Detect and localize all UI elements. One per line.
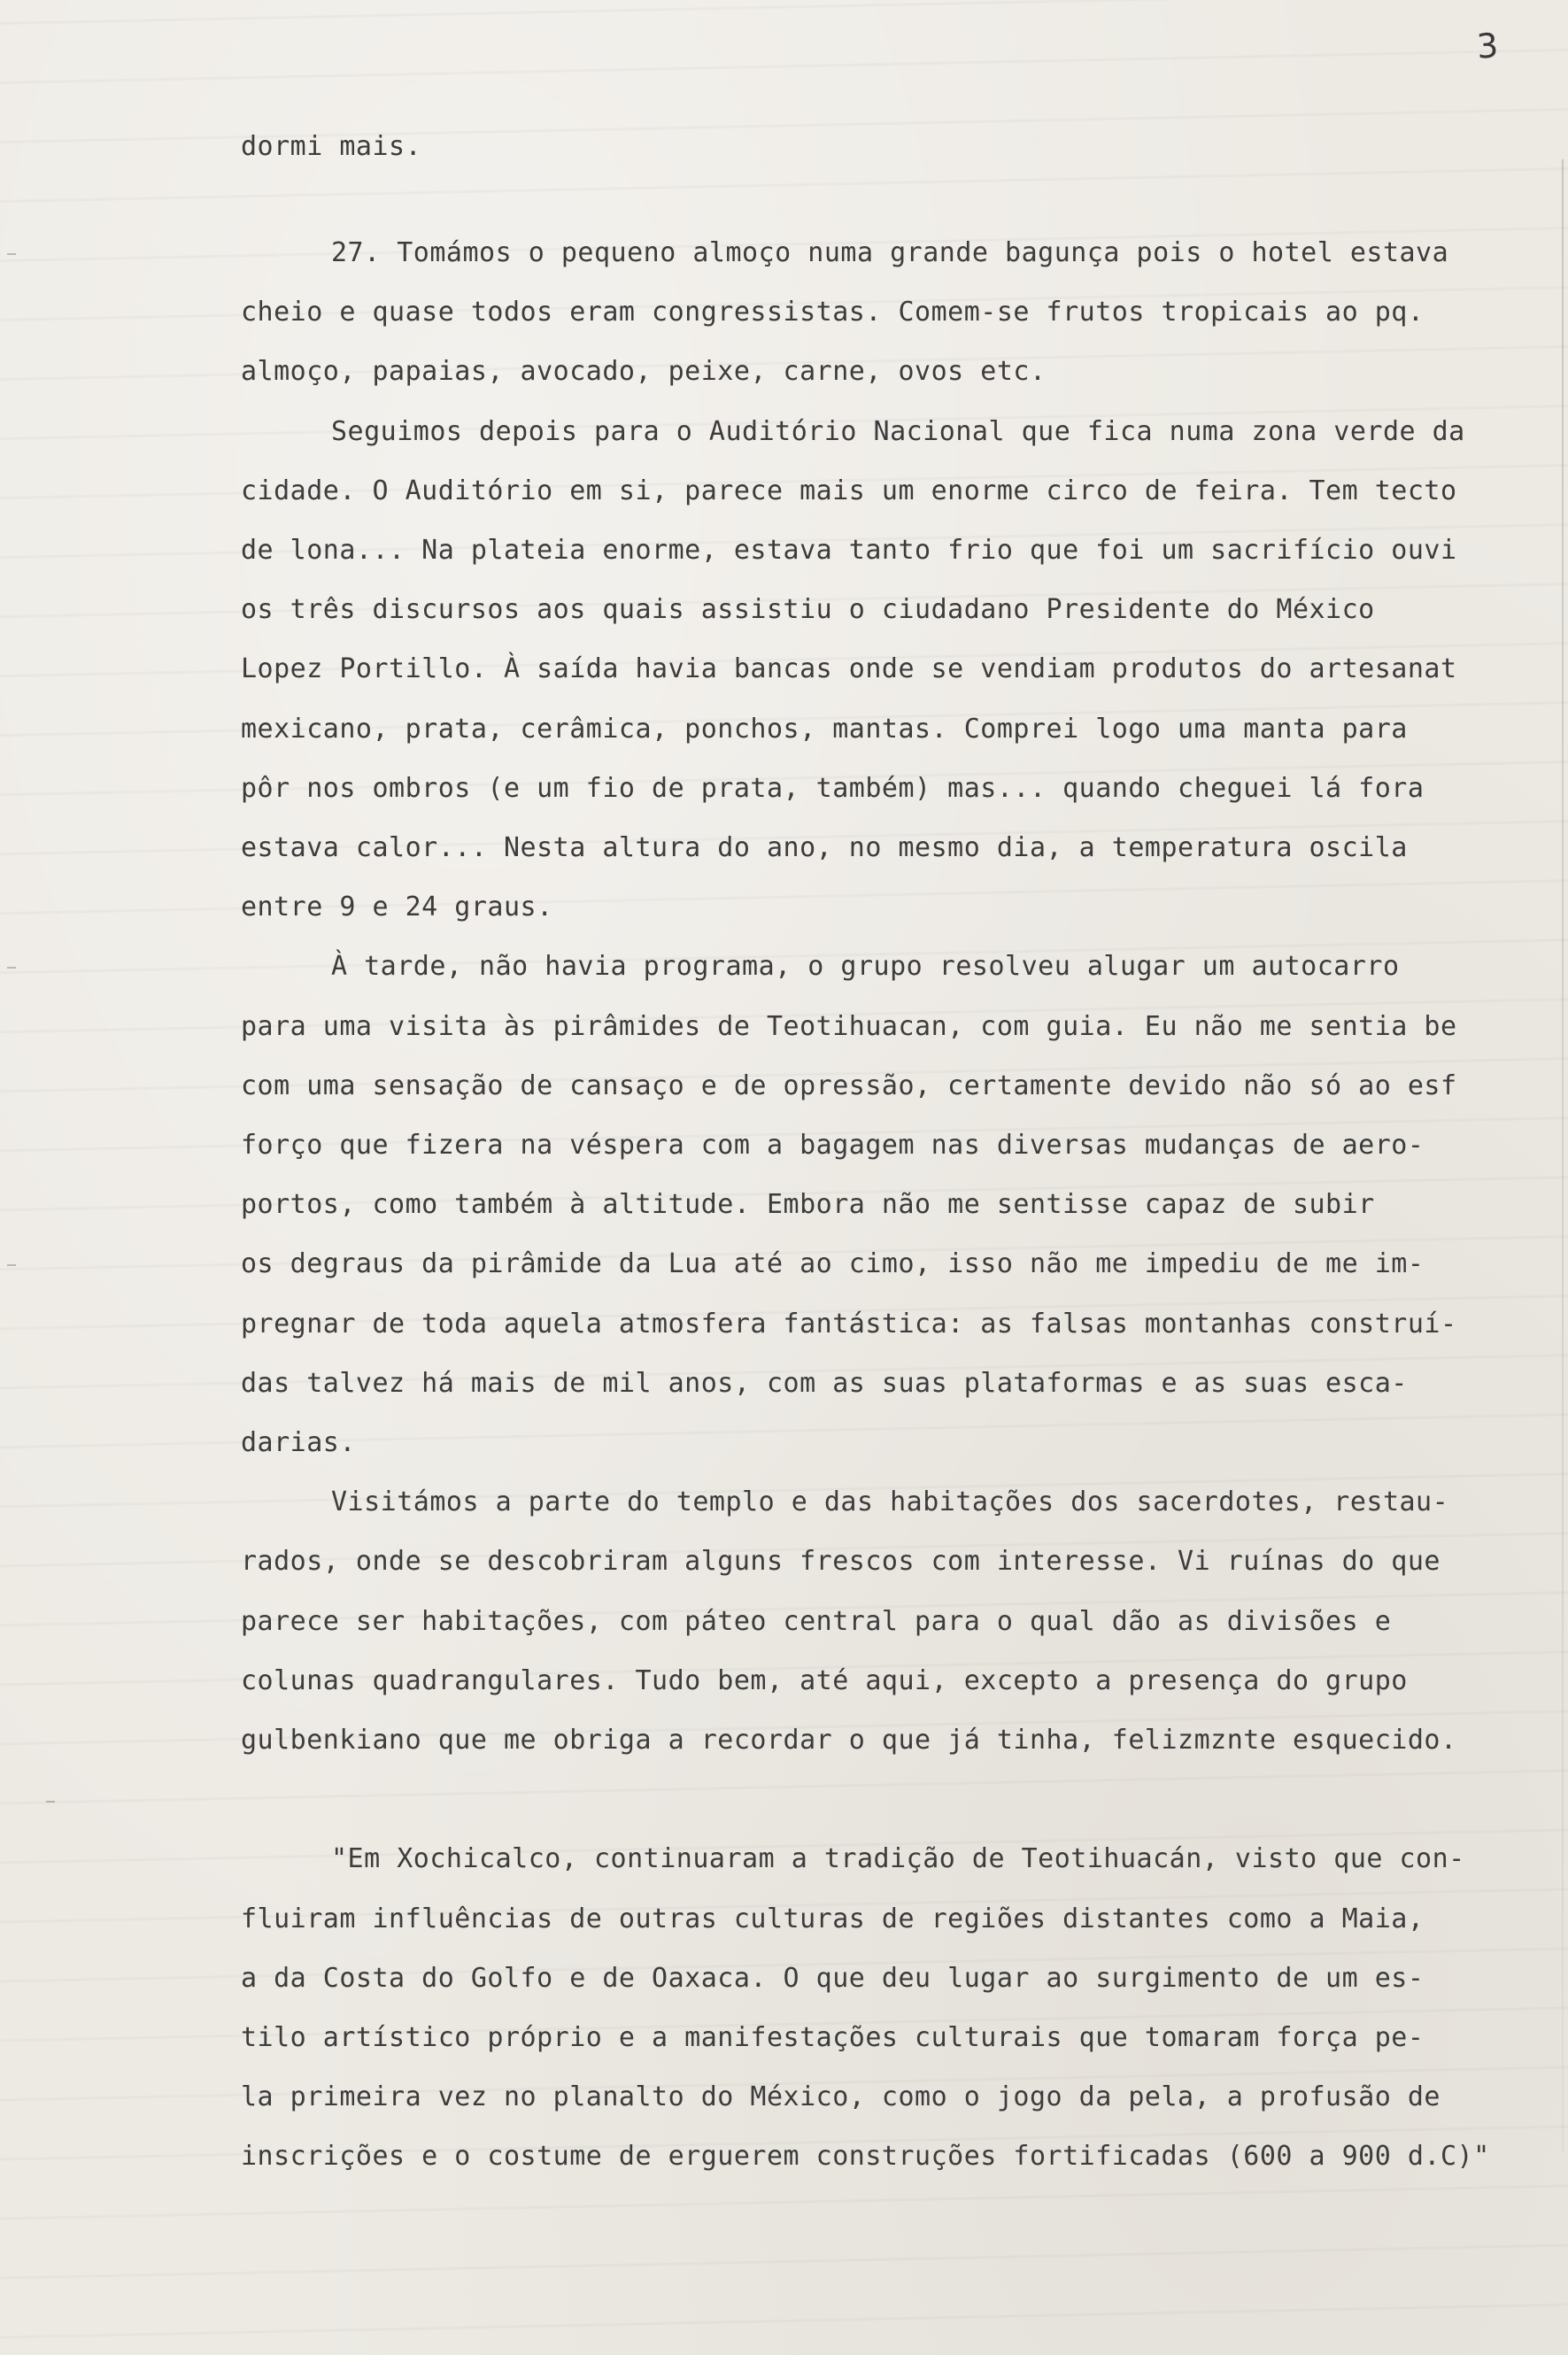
text-line: almoço, papaias, avocado, peixe, carne, ovos etc. [241,356,1047,387]
text-line: com uma sensação de cansaço e de opressão, certamente devido não só ao esf [241,1070,1457,1101]
margin-mark [7,253,16,255]
text-line: os três discursos aos quais assistiu o ciudadano Presidente do México [241,594,1375,625]
text-line: gulbenkiano que me obriga a recordar o que já tinha, felizmznte esquecido. [241,1725,1457,1756]
text-line: Seguimos depois para o Auditório Nacional que fica numa zona verde da [331,416,1465,447]
margin-mark [7,967,16,969]
text-line: entre 9 e 24 graus. [241,892,553,923]
text-line: parece ser habitações, com páteo central para o qual dão as divisões e [241,1606,1392,1637]
text-line: la primeira vez no planalto do México, como o jogo da pela, a profusão de [241,2081,1441,2112]
text-line: mexicano, prata, cerâmica, ponchos, mantas. Comprei logo uma manta para [241,714,1408,745]
text-line: darias. [241,1427,356,1458]
page-edge-shadow [1562,159,1564,2151]
text-line: de lona... Na plateia enorme, estava tanto frio que foi um sacrifício ouvi [241,535,1457,566]
text-line: tilo artístico próprio e a manifestações culturais que tomaram força pe- [241,2022,1425,2053]
text-line: rados, onde se descobriram alguns frescos com interesse. Vi ruínas do que [241,1546,1441,1577]
text-line: colunas quadrangulares. Tudo bem, até aqui, excepto a presença do grupo [241,1665,1408,1696]
text-line: dormi mais. [241,131,422,162]
margin-mark [7,1264,16,1266]
text-line: Lopez Portillo. À saída havia bancas onde se vendiam produtos do artesanat [241,653,1457,684]
text-line: das talvez há mais de mil anos, com as suas plataformas e as suas esca- [241,1368,1408,1399]
text-line: "Em Xochicalco, continuaram a tradição de Teotihuacán, visto que con- [331,1843,1465,1874]
text-line: forço que fizera na véspera com a bagagem nas diversas mudanças de aero- [241,1130,1425,1161]
text-line: inscrições e o costume de erguerem construções fortificadas (600 a 900 d.C)" [241,2141,1490,2172]
page-number: 3 [1475,26,1500,66]
text-line: para uma visita às pirâmides de Teotihuacan, com guia. Eu não me sentia be [241,1011,1457,1042]
text-line: pôr nos ombros (e um fio de prata, também) mas... quando cheguei lá fora [241,773,1425,804]
text-line: À tarde, não havia programa, o grupo resolveu alugar um autocarro [331,951,1400,982]
text-line: 27. Tomámos o pequeno almoço numa grande bagunça pois o hotel estava [331,237,1449,268]
text-line: fluiram influências de outras culturas de regiões distantes como a Maia, [241,1903,1425,1934]
text-line: a da Costa do Golfo e de Oaxaca. O que deu lugar ao surgimento de um es- [241,1963,1425,1994]
text-line: pregnar de toda aquela atmosfera fantástica: as falsas montanhas construí- [241,1309,1457,1340]
text-line: cheio e quase todos eram congressistas. Comem-se frutos tropicais ao pq. [241,297,1425,328]
text-line: Visitámos a parte do templo e das habitações dos sacerdotes, restau- [331,1486,1449,1517]
text-line: os degraus da pirâmide da Lua até ao cimo, isso não me impediu de me im- [241,1248,1425,1279]
margin-mark [46,1801,55,1803]
text-line: cidade. O Auditório em si, parece mais um enorme circo de feira. Tem tecto [241,475,1457,506]
text-line: estava calor... Nesta altura do ano, no mesmo dia, a temperatura oscila [241,832,1408,863]
text-line: portos, como também à altitude. Embora não me sentisse capaz de subir [241,1189,1375,1220]
